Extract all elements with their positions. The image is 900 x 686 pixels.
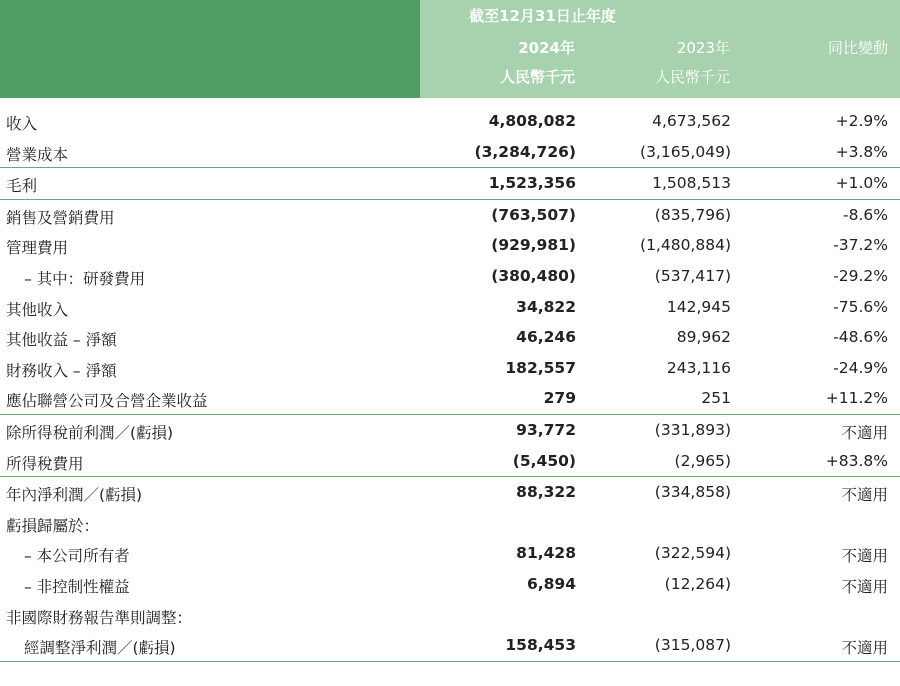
period-caption: 截至12月31日止年度 [469,7,616,25]
value-2023: (2,965) [674,451,731,470]
value-2024: 4,808,082 [488,112,576,130]
row-label: 營業成本 [6,145,69,164]
column-2024-header: 2024年 [518,39,575,57]
value-2024: (929,981) [491,236,576,255]
value-change: 不適用 [841,547,888,566]
row-label: 經調整淨利潤／(虧損) [24,639,176,658]
value-2023: 243,116 [666,358,731,377]
value-change: -29.2% [833,266,888,285]
table-row [0,630,900,662]
row-label: 其他收入 [6,300,69,319]
value-change: 不適用 [841,577,888,596]
value-2024: 34,822 [516,297,576,316]
value-2023: (537,417) [654,266,731,285]
table-row [0,292,900,323]
row-label: 收入 [6,115,38,133]
row-label: 年內淨利潤／(虧損) [6,486,143,505]
table-row [0,199,900,231]
header-label-block [0,0,420,98]
unit-2024: 人民幣千元 [499,68,575,86]
table-row [0,476,900,508]
table-row [0,106,900,137]
row-label: – 其中：研發費用 [24,269,146,288]
row-label: 銷售及營銷費用 [6,208,115,227]
value-2024: (380,480) [491,266,576,285]
header-columns-block [420,0,900,98]
row-label: 其他收益 – 淨額 [6,331,117,350]
value-change: +11.2% [825,389,888,408]
row-label: 非國際財務報告準則調整： [6,608,193,627]
value-2023: (315,087) [654,636,731,655]
value-2024: 88,322 [516,483,576,502]
row-label: 所得稅費用 [6,454,84,473]
value-2024: 1,523,356 [488,174,576,193]
value-2024: 81,428 [516,544,576,563]
table-row [0,137,900,168]
column-2023-header: 2023年 [676,39,730,57]
table-row [0,569,900,600]
value-2024: 279 [543,389,576,408]
value-2023: 89,962 [676,328,731,347]
table-row [0,261,900,292]
value-2024: 158,453 [505,636,576,655]
table-row [0,322,900,353]
unit-2023: 人民幣千元 [654,68,730,86]
table-row [0,230,900,261]
value-change: +2.9% [835,112,888,130]
value-change: -8.6% [843,205,888,224]
value-change: -24.9% [833,358,888,377]
row-label: 財務收入 – 淨額 [6,361,117,380]
table-row [0,167,900,199]
value-change: 不適用 [841,639,888,658]
row-label: 管理費用 [6,239,69,258]
value-2024: 46,246 [516,328,576,347]
table-row [0,414,900,446]
table-row [0,383,900,414]
row-label: 應佔聯營公司及合營企業收益 [6,392,208,411]
value-2023: (331,893) [654,420,731,439]
value-change: +83.8% [825,451,888,470]
value-2023: (1,480,884) [640,236,731,255]
value-change: +1.0% [835,174,888,193]
column-change-header: 同比變動 [827,39,888,57]
value-2023: (835,796) [654,205,731,224]
row-label: 毛利 [6,177,38,196]
value-2024: 182,557 [505,358,576,377]
value-2023: 4,673,562 [652,112,731,130]
row-label: – 本公司所有者 [24,547,130,566]
row-label: – 非控制性權益 [24,577,130,596]
table-row [0,508,900,539]
value-2023: (322,594) [654,544,731,563]
value-change: -37.2% [833,236,888,255]
value-2023: 142,945 [666,297,731,316]
value-change: 不適用 [841,423,888,442]
table-row [0,446,900,477]
value-2023: (334,858) [654,483,731,502]
value-2024: 6,894 [526,574,576,593]
value-2024: (3,284,726) [474,142,576,161]
value-2023: (3,165,049) [640,142,731,161]
table-row [0,538,900,569]
table-header [0,0,900,98]
value-2023: (12,264) [664,574,731,593]
value-2024: (763,507) [491,205,576,224]
table-row [0,600,900,631]
table-body [0,106,900,662]
value-2024: (5,450) [512,451,576,470]
value-change: -75.6% [833,297,888,316]
value-change: 不適用 [841,486,888,505]
value-change: -48.6% [833,328,888,347]
value-change: +3.8% [835,142,888,161]
value-2023: 1,508,513 [652,174,731,193]
row-label: 虧損歸屬於： [6,516,100,535]
value-2024: 93,772 [516,420,576,439]
table-row [0,353,900,384]
row-label: 除所得稅前利潤／(虧損) [6,423,174,442]
value-2023: 251 [701,389,731,408]
